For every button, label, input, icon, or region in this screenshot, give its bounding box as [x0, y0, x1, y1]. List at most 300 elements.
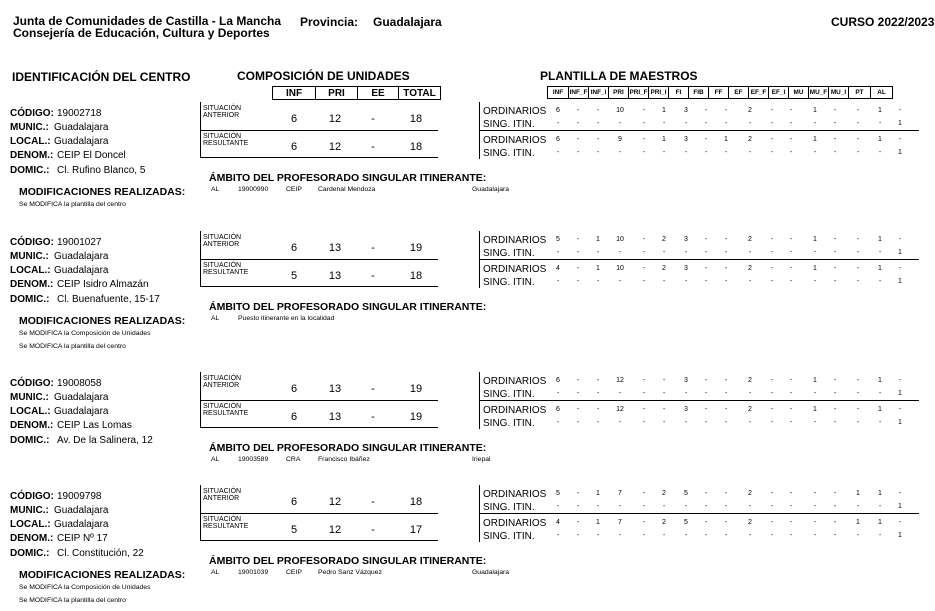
center-local: Guadalajara — [54, 265, 109, 276]
ambito-heading: ÁMBITO DEL PROFESORADO SINGULAR ITINERANTE: — [209, 172, 487, 184]
maestros-cell: - — [770, 265, 774, 272]
maestros-cell: - — [662, 149, 666, 156]
maestros-cell: - — [662, 503, 666, 510]
center-munic: Guadalajara — [54, 505, 109, 516]
maestros-cell: 2 — [748, 519, 752, 526]
label-munic: MUNIC.: — [10, 122, 49, 133]
comp-col-ee: EE — [357, 86, 399, 100]
maestros-cell: 1 — [813, 265, 817, 272]
sit-anterior-1: SITUACIÓN — [203, 375, 242, 382]
maestros-cell: 1 — [813, 406, 817, 413]
maestros-cell: - — [556, 149, 560, 156]
maestros-cell: - — [789, 406, 793, 413]
maestros-cell: 1 — [662, 136, 666, 143]
maestros-cell: - — [576, 519, 580, 526]
maestros-cell: 7 — [618, 490, 622, 497]
label-domic: DOMIC.: — [10, 435, 50, 446]
maestros-cell: - — [556, 532, 560, 539]
ambito-localidad: Iriepal — [472, 456, 491, 463]
sit-anterior-2: ANTERIOR — [203, 241, 240, 248]
maestros-cell: - — [576, 419, 580, 426]
maestros-cell: - — [642, 107, 646, 114]
ambito-codigo: 19003589 — [238, 456, 269, 463]
maestros-cell: - — [770, 532, 774, 539]
maestros-col-ef: EF — [728, 86, 749, 99]
maestros-cell: 6 — [556, 377, 560, 384]
maestros-cell: 5 — [556, 490, 560, 497]
maestros-cell: - — [556, 278, 560, 285]
label-domic: DOMIC.: — [10, 548, 50, 559]
ambito-especialidad: AL — [211, 569, 220, 576]
maestros-cell: - — [642, 120, 646, 127]
maestros-cell: - — [704, 236, 708, 243]
sit-resultante-2: RESULTANTE — [203, 410, 249, 417]
maestros-cell: - — [642, 490, 646, 497]
center-codigo: 19009798 — [57, 491, 102, 502]
maestros-col-pri: PRI — [608, 86, 629, 99]
comp-resultante-value: 17 — [409, 524, 423, 536]
modification-item: Se MODIFICA la Composición de Unidades — [19, 330, 151, 337]
provincia-value: Guadalajara — [373, 15, 442, 29]
maestros-cell: - — [878, 149, 882, 156]
maestros-cell: - — [684, 149, 688, 156]
maestros-cell: - — [833, 120, 837, 127]
maestros-cell: - — [596, 406, 600, 413]
maestros-cell: 2 — [748, 136, 752, 143]
maestros-cell: 1 — [662, 107, 666, 114]
comp-resultante-value: 6 — [290, 411, 298, 423]
maestros-cell: - — [789, 265, 793, 272]
sit-resultante-2: RESULTANTE — [203, 140, 249, 147]
comp-mid-rule — [200, 259, 438, 260]
maestros-cell: - — [813, 503, 817, 510]
maestros-cell: 1 — [878, 406, 882, 413]
comp-anterior-value: 12 — [328, 113, 342, 125]
maestros-mid-rule — [479, 513, 919, 514]
maestros-cell: - — [618, 390, 622, 397]
center-denom: CEIP El Doncel — [57, 150, 126, 161]
maestros-cell: 6 — [556, 136, 560, 143]
maestros-cell: - — [576, 149, 580, 156]
center-codigo: 19001027 — [57, 237, 102, 248]
label-munic: MUNIC.: — [10, 392, 49, 403]
maestros-cell: - — [898, 490, 902, 497]
comp-anterior-value: 6 — [290, 113, 298, 125]
maestros-col-inf: INF — [547, 86, 569, 99]
maestros-column-header — [548, 86, 893, 99]
maestros-cell: 1 — [596, 519, 600, 526]
label-munic: MUNIC.: — [10, 251, 49, 262]
maestros-cell: - — [878, 249, 882, 256]
label-codigo: CÓDIGO: — [10, 108, 54, 119]
maestros-cell: - — [576, 532, 580, 539]
maestros-cell: - — [856, 406, 860, 413]
maestros-cell: 1 — [898, 149, 902, 156]
maestros-col-inf-i: INF_I — [588, 86, 609, 99]
maestros-cell: 3 — [684, 136, 688, 143]
label-local: LOCAL.: — [10, 406, 51, 417]
comp-col-inf: INF — [272, 86, 316, 100]
maestros-cell: 1 — [878, 136, 882, 143]
maestros-cell: - — [704, 377, 708, 384]
maestros-cell: - — [724, 236, 728, 243]
maestros-cell: - — [704, 519, 708, 526]
maestros-cell: - — [642, 236, 646, 243]
maestros-cell: - — [576, 406, 580, 413]
maestros-cell: 10 — [616, 107, 624, 114]
maestros-cell: - — [576, 278, 580, 285]
maestros-cell: - — [770, 236, 774, 243]
maestros-cell: - — [813, 278, 817, 285]
maestros-cell: - — [813, 390, 817, 397]
label-sing-itin: SING. ITIN. — [483, 502, 535, 513]
comp-resultante-value: - — [371, 141, 375, 153]
maestros-cell: - — [833, 107, 837, 114]
maestros-cell: 5 — [684, 519, 688, 526]
maestros-cell: - — [642, 419, 646, 426]
maestros-cell: - — [789, 490, 793, 497]
maestros-cell: - — [833, 503, 837, 510]
maestros-cell: - — [556, 419, 560, 426]
maestros-cell: - — [642, 390, 646, 397]
center-denom: CEIP Nº 17 — [57, 533, 108, 544]
comp-anterior-value: 13 — [328, 383, 342, 395]
sit-resultante-2: RESULTANTE — [203, 523, 249, 530]
comp-resultante-value: 6 — [290, 141, 298, 153]
label-sing-itin: SING. ITIN. — [483, 418, 535, 429]
maestros-cell: - — [789, 532, 793, 539]
maestros-cell: 2 — [748, 107, 752, 114]
comp-col-total: TOTAL — [398, 86, 441, 100]
comp-anterior-value: 18 — [409, 113, 423, 125]
modification-item: Se MODIFICA la Composición de Unidades — [19, 584, 151, 591]
maestros-cell: - — [770, 519, 774, 526]
comp-anterior-value: - — [371, 113, 375, 125]
maestros-cell: 3 — [684, 265, 688, 272]
maestros-col-inf-f: INF_F — [568, 86, 589, 99]
comp-anterior-value: - — [371, 242, 375, 254]
maestros-cell: - — [704, 532, 708, 539]
maestros-cell: 1 — [898, 120, 902, 127]
maestros-cell: 2 — [748, 236, 752, 243]
maestros-cell: - — [704, 278, 708, 285]
maestros-cell: 4 — [556, 265, 560, 272]
ambito-heading: ÁMBITO DEL PROFESORADO SINGULAR ITINERANTE: — [209, 301, 487, 313]
maestros-cell: - — [878, 532, 882, 539]
maestros-cell: - — [596, 532, 600, 539]
maestros-cell: - — [576, 136, 580, 143]
maestros-cell: - — [833, 236, 837, 243]
maestros-cell: 2 — [662, 490, 666, 497]
maestros-cell: - — [813, 519, 817, 526]
label-ordinarios: ORDINARIOS — [483, 376, 547, 387]
maestros-cell: - — [770, 503, 774, 510]
ambito-especialidad: AL — [211, 315, 220, 322]
label-denom: DENOM.: — [10, 279, 54, 290]
maestros-cell: - — [724, 107, 728, 114]
maestros-cell: - — [770, 406, 774, 413]
center-domic: Cl. Buenafuente, 15-17 — [57, 294, 160, 305]
label-denom: DENOM.: — [10, 533, 54, 544]
maestros-cell: 10 — [616, 236, 624, 243]
maestros-cell: - — [856, 390, 860, 397]
maestros-col-ff: FF — [708, 86, 729, 99]
mods-heading: MODIFICACIONES REALIZADAS: — [19, 186, 186, 198]
ambito-localidad: Guadalajara — [472, 569, 510, 576]
label-domic: DOMIC.: — [10, 294, 50, 305]
ambito-nombre: Cardenal Mendoza — [318, 186, 376, 193]
maestros-cell: - — [898, 519, 902, 526]
maestros-cell: 2 — [662, 519, 666, 526]
maestros-cell: - — [576, 249, 580, 256]
sit-anterior-1: SITUACIÓN — [203, 105, 242, 112]
maestros-cell: - — [898, 136, 902, 143]
maestros-cell: - — [856, 503, 860, 510]
label-ordinarios: ORDINARIOS — [483, 235, 547, 246]
label-local: LOCAL.: — [10, 136, 51, 147]
label-ordinarios: ORDINARIOS — [483, 489, 547, 500]
sit-anterior-1: SITUACIÓN — [203, 234, 242, 241]
maestros-cell: 1 — [813, 136, 817, 143]
maestros-cell: - — [618, 503, 622, 510]
maestros-mid-rule — [479, 130, 919, 131]
maestros-cell: 1 — [596, 236, 600, 243]
comp-anterior-value: 19 — [409, 383, 423, 395]
label-codigo: CÓDIGO: — [10, 491, 54, 502]
maestros-cell: - — [642, 136, 646, 143]
comp-col-pri: PRI — [315, 86, 358, 100]
identificacion-heading: IDENTIFICACIÓN DEL CENTRO — [12, 70, 191, 84]
mods-heading: MODIFICACIONES REALIZADAS: — [19, 315, 186, 327]
maestros-cell: 1 — [898, 249, 902, 256]
maestros-cell: - — [642, 278, 646, 285]
center-munic: Guadalajara — [54, 122, 109, 133]
maestros-cell: - — [704, 419, 708, 426]
maestros-cell: 5 — [684, 490, 688, 497]
maestros-cell: - — [596, 278, 600, 285]
maestros-cell: 10 — [616, 265, 624, 272]
provincia-label: Provincia: — [300, 15, 359, 29]
maestros-col-mu-i: MU_I — [828, 86, 849, 99]
maestros-cell: - — [856, 149, 860, 156]
maestros-col-pri-f: PRI_F — [628, 86, 649, 99]
maestros-cell: - — [789, 390, 793, 397]
maestros-cell: - — [556, 503, 560, 510]
modification-item: Se MODIFICA la plantilla del centro — [19, 597, 126, 604]
modification-item: Se MODIFICA la plantilla del centro — [19, 343, 126, 350]
center-denom: CEIP Las Lomas — [57, 420, 132, 431]
maestros-cell: - — [813, 419, 817, 426]
maestros-cell: - — [724, 503, 728, 510]
maestros-cell: - — [724, 490, 728, 497]
comp-resultante-value: - — [371, 411, 375, 423]
comp-resultante-value: 18 — [409, 270, 423, 282]
maestros-cell: - — [856, 377, 860, 384]
maestros-cell: - — [704, 120, 708, 127]
maestros-cell: - — [596, 149, 600, 156]
org-line-2: Consejería de Educación, Cultura y Deportes — [13, 26, 270, 40]
maestros-cell: 3 — [684, 377, 688, 384]
sit-anterior-2: ANTERIOR — [203, 495, 240, 502]
maestros-cell: - — [662, 406, 666, 413]
comp-bottom-rule — [200, 157, 438, 158]
modification-item: Se MODIFICA la plantilla del centro — [19, 201, 126, 208]
ambito-especialidad: AL — [211, 456, 220, 463]
maestros-cell: - — [662, 532, 666, 539]
maestros-cell: - — [684, 532, 688, 539]
label-local: LOCAL.: — [10, 519, 51, 530]
org-line-1: Junta de Comunidades de Castilla - La Mancha — [13, 14, 282, 28]
maestros-cell: - — [556, 390, 560, 397]
maestros-cell: 1 — [878, 519, 882, 526]
maestros-cell: 1 — [596, 490, 600, 497]
maestros-cell: 1 — [898, 278, 902, 285]
label-denom: DENOM.: — [10, 150, 54, 161]
comp-mid-rule — [200, 513, 438, 514]
maestros-cell: - — [684, 503, 688, 510]
maestros-cell: 1 — [724, 136, 728, 143]
maestros-cell: - — [684, 390, 688, 397]
ambito-nombre: Puesto itinerante en la localidad — [238, 315, 335, 322]
maestros-cell: - — [724, 390, 728, 397]
comp-anterior-value: 19 — [409, 242, 423, 254]
maestros-cell: - — [642, 519, 646, 526]
maestros-cell: - — [596, 503, 600, 510]
comp-anterior-value: 18 — [409, 496, 423, 508]
center-local: Guadalajara — [54, 406, 109, 417]
comp-anterior-value: - — [371, 496, 375, 508]
maestros-cell: - — [642, 149, 646, 156]
maestros-cell: - — [856, 278, 860, 285]
label-munic: MUNIC.: — [10, 505, 49, 516]
maestros-cell: - — [748, 149, 752, 156]
maestros-cell: 1 — [898, 390, 902, 397]
maestros-cell: - — [556, 249, 560, 256]
maestros-cell: - — [576, 503, 580, 510]
comp-anterior-value: 12 — [328, 496, 342, 508]
maestros-cell: - — [898, 406, 902, 413]
maestros-cell: - — [898, 107, 902, 114]
maestros-cell: - — [789, 136, 793, 143]
maestros-cell: - — [576, 377, 580, 384]
maestros-cell: 1 — [878, 377, 882, 384]
maestros-cell: - — [856, 265, 860, 272]
maestros-cell: - — [789, 249, 793, 256]
maestros-cell: - — [878, 390, 882, 397]
label-ordinarios: ORDINARIOS — [483, 106, 547, 117]
maestros-cell: - — [833, 519, 837, 526]
maestros-cell: - — [856, 236, 860, 243]
maestros-cell: 1 — [856, 519, 860, 526]
sit-resultante-2: RESULTANTE — [203, 269, 249, 276]
maestros-cell: - — [789, 107, 793, 114]
label-sing-itin: SING. ITIN. — [483, 119, 535, 130]
maestros-cell: - — [618, 532, 622, 539]
sit-anterior-2: ANTERIOR — [203, 382, 240, 389]
center-denom: CEIP Isidro Almazán — [57, 279, 149, 290]
center-domic: Cl. Constitución, 22 — [57, 548, 144, 559]
maestros-cell: - — [684, 419, 688, 426]
maestros-cell: - — [724, 265, 728, 272]
comp-anterior-value: 6 — [290, 242, 298, 254]
maestros-cell: - — [596, 107, 600, 114]
label-domic: DOMIC.: — [10, 165, 50, 176]
maestros-cell: - — [596, 136, 600, 143]
maestros-cell: - — [878, 120, 882, 127]
maestros-cell: - — [596, 249, 600, 256]
maestros-col-mu-f: MU_F — [808, 86, 829, 99]
maestros-cell: 2 — [748, 490, 752, 497]
center-codigo: 19002718 — [57, 108, 102, 119]
maestros-cell: - — [642, 249, 646, 256]
maestros-cell: 2 — [748, 377, 752, 384]
maestros-cell: 1 — [898, 419, 902, 426]
comp-mid-rule — [200, 130, 438, 131]
maestros-cell: - — [704, 265, 708, 272]
maestros-cell: 9 — [618, 136, 622, 143]
maestros-cell: - — [833, 377, 837, 384]
maestros-cell: - — [662, 249, 666, 256]
maestros-cell: - — [618, 149, 622, 156]
maestros-cell: - — [642, 503, 646, 510]
maestros-col-pri-i: PRI_I — [648, 86, 669, 99]
maestros-cell: 3 — [684, 107, 688, 114]
label-ordinarios: ORDINARIOS — [483, 135, 547, 146]
comp-anterior-value: - — [371, 383, 375, 395]
sit-resultante-1: SITUACIÓN — [203, 403, 242, 410]
maestros-cell: - — [642, 377, 646, 384]
maestros-cell: - — [789, 519, 793, 526]
label-codigo: CÓDIGO: — [10, 378, 54, 389]
maestros-cell: - — [856, 120, 860, 127]
comp-resultante-value: 18 — [409, 141, 423, 153]
maestros-cell: - — [642, 406, 646, 413]
maestros-cell: - — [704, 136, 708, 143]
center-local: Guadalajara — [54, 519, 109, 530]
maestros-cell: - — [833, 532, 837, 539]
maestros-col-al: AL — [870, 86, 893, 99]
maestros-col-fi: FI — [668, 86, 689, 99]
maestros-cell: 1 — [856, 490, 860, 497]
maestros-cell: 1 — [878, 107, 882, 114]
center-domic: Cl. Rufino Blanco, 5 — [57, 165, 146, 176]
center-local: Guadalajara — [54, 136, 109, 147]
maestros-cell: - — [724, 278, 728, 285]
maestros-cell: - — [704, 390, 708, 397]
maestros-cell: - — [878, 419, 882, 426]
maestros-cell: - — [833, 249, 837, 256]
maestros-cell: - — [748, 278, 752, 285]
comp-resultante-value: 13 — [328, 411, 342, 423]
maestros-cell: - — [813, 249, 817, 256]
composicion-heading: COMPOSICIÓN DE UNIDADES — [237, 69, 410, 83]
maestros-cell: - — [770, 377, 774, 384]
maestros-cell: - — [618, 278, 622, 285]
maestros-cell: - — [770, 149, 774, 156]
maestros-cell: - — [789, 149, 793, 156]
maestros-cell: 1 — [878, 236, 882, 243]
curso-label: CURSO 2022/2023 — [831, 15, 935, 29]
label-local: LOCAL.: — [10, 265, 51, 276]
maestros-cell: - — [618, 120, 622, 127]
maestros-cell: 2 — [662, 265, 666, 272]
maestros-cell: - — [856, 136, 860, 143]
maestros-cell: - — [748, 390, 752, 397]
maestros-cell: - — [596, 120, 600, 127]
maestros-cell: - — [856, 107, 860, 114]
maestros-cell: - — [789, 503, 793, 510]
maestros-cell: - — [662, 390, 666, 397]
